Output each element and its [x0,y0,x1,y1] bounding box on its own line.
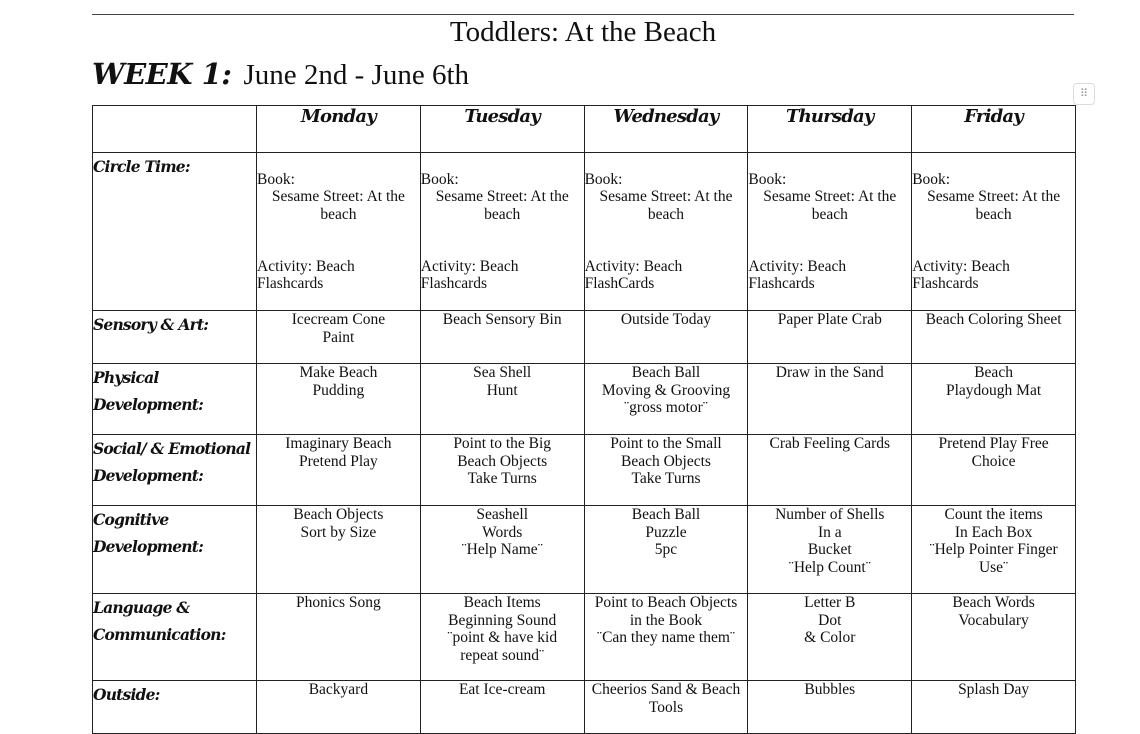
circle-activity: Activity: Beach Flashcards [748,257,847,292]
week-heading [92,57,469,97]
circle-time-cell [420,153,584,311]
corner-cell [93,106,257,153]
row-label-social-emotional: Social/ & Emotional Development: [93,435,257,506]
day-header-thursday: Thursday [748,106,912,153]
activity-cell: Bubbles [748,681,912,734]
activity-cell: Point to Beach Objects in the Book ¨Can they name them¨ [584,594,748,681]
activity-cell: Point to the Big Beach Objects Take Turns [420,435,584,506]
row-label-language-communication: Language & Communication: [93,594,257,681]
activity-cell: Draw in the Sand [748,364,912,435]
week-label: WEEK 1: [92,57,232,91]
table-row-circle-time [93,153,1076,311]
activity-cell: Beach Ball Moving & Grooving ¨gross motor¨ [584,364,748,435]
circle-time-cell [257,153,421,311]
activity-cell: Beach Objects Sort by Size [257,506,421,594]
row-label-circle-time: Circle Time: [93,153,257,311]
drag-handle-icon[interactable]: ⠿ [1073,83,1095,105]
circle-activity: Activity: Beach Flashcards [420,257,519,292]
book-label: Book: [257,170,295,188]
activity-cell: Beach Coloring Sheet [912,311,1076,364]
book-title: Sesame Street: At the beach [599,188,733,223]
day-header-monday: Monday [257,106,421,153]
book-title: Sesame Street: At the beach [435,188,569,223]
circle-activity: Activity: Beach FlashCards [584,257,683,292]
activity-cell: Point to the Small Beach Objects Take Turns [584,435,748,506]
day-header-tuesday: Tuesday [420,106,584,153]
circle-time-cell [912,153,1076,311]
book-label: Book: [748,170,787,188]
activity-cell: Eat Ice-cream [420,681,584,734]
activity-cell: Beach Ball Puzzle 5pc [584,506,748,594]
activity-cell: Beach Words Vocabulary [912,594,1076,681]
week-dates: June 2nd - June 6th [243,59,469,91]
activity-cell: Imaginary Beach Pretend Play [257,435,421,506]
lesson-plan-table [92,105,1076,734]
page-title: Toddlers: At the Beach [449,16,717,48]
book-title: Sesame Street: At the beach [271,188,405,223]
table-row-social-emotional [93,435,1076,506]
table-row-outside [93,681,1076,734]
book-title: Sesame Street: At the beach [927,188,1061,223]
activity-cell: Letter B Dot & Color [748,594,912,681]
table-row-physical-development [93,364,1076,435]
book-title: Sesame Street: At the beach [763,188,897,223]
activity-cell: Beach Items Beginning Sound ¨point & have kid repeat sound¨ [420,594,584,681]
row-label-physical-development: Physical Development: [93,364,257,435]
activity-cell: Splash Day [912,681,1076,734]
table-row-language-communication [93,594,1076,681]
book-label: Book: [912,170,951,188]
book-label: Book: [420,170,459,188]
row-label-cognitive-development: Cognitive Development: [93,506,257,594]
circle-time-cell [584,153,748,311]
activity-cell: Beach Sensory Bin [420,311,584,364]
day-header-friday: Friday [912,106,1076,153]
circle-time-cell [748,153,912,311]
row-label-sensory-art: Sensory & Art: [93,311,257,364]
table-row-cognitive-development [93,506,1076,594]
table-row-sensory-art [93,311,1076,364]
activity-cell: Count the items In Each Box ¨Help Pointer Finger Use¨ [912,506,1076,594]
activity-cell: Beach Playdough Mat [912,364,1076,435]
day-header-wednesday: Wednesday [584,106,748,153]
activity-cell: Seashell Words ¨Help Name¨ [420,506,584,594]
activity-cell: Crab Feeling Cards [748,435,912,506]
activity-cell: Backyard [257,681,421,734]
activity-cell: Outside Today [584,311,748,364]
activity-cell: Icecream Cone Paint [257,311,421,364]
activity-cell: Sea Shell Hunt [420,364,584,435]
activity-cell: Make Beach Pudding [257,364,421,435]
activity-cell: Paper Plate Crab [748,311,912,364]
activity-cell: Phonics Song [257,594,421,681]
activity-cell: Number of Shells In a Bucket ¨Help Count¨ [748,506,912,594]
table-header-row [93,106,1076,153]
activity-cell: Pretend Play Free Choice [912,435,1076,506]
circle-activity: Activity: Beach Flashcards [257,257,355,292]
activity-cell: Cheerios Sand & Beach Tools [584,681,748,734]
circle-activity: Activity: Beach Flashcards [912,257,1010,292]
row-label-outside: Outside: [93,681,257,734]
book-label: Book: [584,170,623,188]
